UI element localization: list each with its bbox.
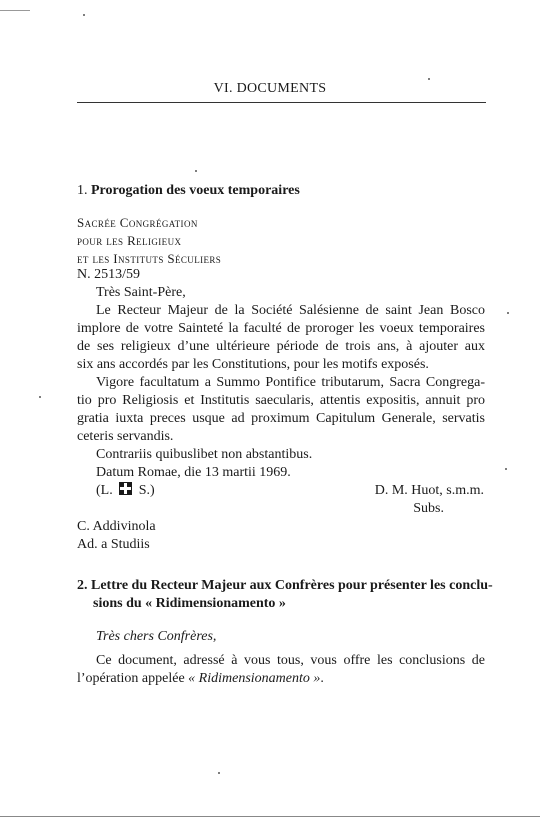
paragraph-line: Vigore facultatum a Summo Pontifice tributarum, Sacra Congrega- xyxy=(96,375,485,390)
salutation: Très Saint-Père, xyxy=(96,285,186,300)
datum-line: Datum Romae, die 13 martii 1969. xyxy=(96,465,291,480)
section1-heading-text: Prorogation des voeux temporaires xyxy=(91,183,300,198)
section1-number: 1. xyxy=(77,183,88,198)
section1-heading xyxy=(77,182,300,200)
paragraph-line: de ses religieux d’une ultérieure période de trois ans, à ajouter aux xyxy=(77,339,485,354)
signatory-name: D. M. Huot, s.m.m. xyxy=(374,483,484,498)
paragraph-line: ceteris servandis. xyxy=(77,429,174,444)
paragraph-line: Le Recteur Majeur de la Société Salésienne de saint Jean Bosco xyxy=(96,303,485,318)
seal-mark xyxy=(96,482,155,500)
section-title: VI. DOCUMENTS xyxy=(213,81,327,96)
signatory-title: Subs. xyxy=(413,501,444,516)
sender-line: pour les Religieux xyxy=(77,233,182,248)
scan-speck xyxy=(428,78,430,80)
sender-line: Sacrée Congrégation xyxy=(77,215,198,230)
seal-cross-icon xyxy=(119,482,132,495)
scan-speck xyxy=(195,170,197,172)
letter-body-line: Ce document, adressé à vous tous, vous offre les conclusions de xyxy=(96,653,485,668)
page-bottom-edge xyxy=(0,816,540,817)
scan-speck xyxy=(507,312,509,314)
page-edge-mark xyxy=(0,10,30,11)
paragraph-line: gratia iuxta preces usque ad proximum Capitulum Generale, servatis xyxy=(77,411,485,426)
paragraph-line: tio pro Religiosis et Institutis saecularis, attentis expositis, annuit pro xyxy=(77,393,485,408)
body-italic-term: « Ridimensionamento » xyxy=(188,671,321,686)
paragraph-line: implore de votre Sainteté la faculté de proroger les voeux temporaires xyxy=(77,321,485,336)
countersign-title: Ad. a Studiis xyxy=(77,537,150,552)
seal-open: (L. xyxy=(96,483,113,498)
section2-heading-text: Lettre du Recteur Majeur aux Confrères pour présenter les conclu- xyxy=(91,578,493,593)
contrariis-clause: Contrariis quibuslibet non abstantibus. xyxy=(96,447,313,462)
body-text: . xyxy=(320,671,324,686)
scan-speck xyxy=(218,772,220,774)
seal-close: S.) xyxy=(138,483,155,498)
paragraph-line: six ans accordés par les Constitutions, pour les motifs exposés. xyxy=(77,357,429,372)
scan-speck xyxy=(39,396,41,398)
letter-salutation: Très chers Confrères, xyxy=(96,629,217,644)
body-text: l’opération appelée xyxy=(77,671,189,686)
countersign-name: C. Addivinola xyxy=(77,519,156,534)
scan-speck xyxy=(505,468,507,470)
scan-speck xyxy=(83,14,85,16)
section2-number: 2. xyxy=(77,578,88,593)
reference-number: N. 2513/59 xyxy=(77,267,140,282)
section2-heading-line1 xyxy=(77,577,493,595)
letter-body-line xyxy=(77,670,324,688)
section2-heading-line2: sions du « Ridimensionamento » xyxy=(93,596,286,611)
sender-line: et les Instituts Séculiers xyxy=(77,251,222,266)
header-rule xyxy=(77,102,486,103)
